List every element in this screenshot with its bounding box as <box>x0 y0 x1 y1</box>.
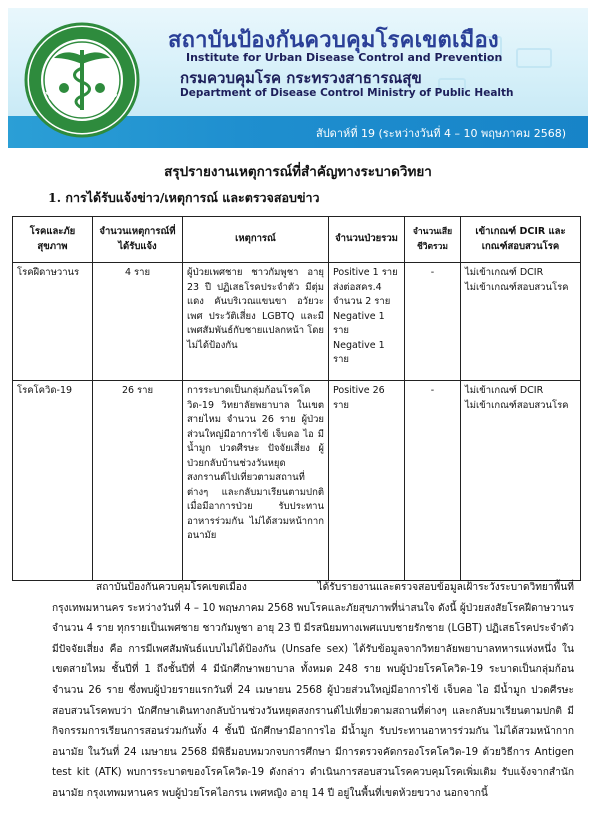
header-event: เหตุการณ์ <box>183 217 329 263</box>
cell-event: การระบาดเป็นกลุ่มก้อนโรคโควิด-19 วิทยาลัยพยาบาล ในเขตสายไหม จำนวน 26 ราย ผู้ป่วยส่วนใหญ่มีอาการไข้ เจ็บคอ ไอ มีน้ำมูก ปวดศีรษะ ปัจจัยเสี่ยง ผู้ป่วยกลับบ้านช่วงวันหยุดสงกรานต์ไปเที่ยวตามสถานที่ต่างๆ และกลับมาเรียนตามปกติ เมื่อมีอาการป่วย รับประทานอาหารร่วมกัน ไม่ได้สวมหน้ากากอนามัย <box>183 381 329 581</box>
section-title: 1. การได้รับแจ้งข่าว/เหตุการณ์ และตรวจสอบข่าว <box>48 190 320 205</box>
dcir-line: ไม่เข้าเกณฑ์สอบสวนโรค <box>465 281 569 293</box>
cell-dcir <box>461 263 581 381</box>
patients-line: ส่งต่อสคร.4 <box>333 281 382 293</box>
event-table <box>12 216 581 581</box>
institute-title-th: สถาบันป้องกันควบคุมโรคเขตเมือง <box>168 27 499 53</box>
document-title: สรุปรายงานเหตุการณ์ที่สำคัญทางระบาดวิทยา <box>164 164 432 180</box>
dcir-line: ไม่เข้าเกณฑ์สอบสวนโรค <box>465 399 569 411</box>
header-patients: จำนวนป่วยรวม <box>329 217 405 263</box>
ministry-seal-logo <box>24 22 140 138</box>
cell-reports: 4 ราย <box>93 263 183 381</box>
patients-line: Positive 26 ราย <box>333 385 385 411</box>
patients-line: Negative 1 ราย <box>333 310 385 336</box>
cell-dcir <box>461 381 581 581</box>
summary-paragraph: สถาบันป้องกันควบคุมโรคเขตเมือง ได้รับรายงานและตรวจสอบข้อมูลเฝ้าระวังระบาดวิทยาพื้นที่กรุงเทพมหานคร ระหว่างวันที่ 4 – 10 พฤษภาคม 2568 พบโรคและภัยสุขภาพที่น่าสนใจ ดังนี้ ผู้ป่วยสงสัยโรคฝีดาษวานร จำนวน 4 ราย ทุกรายเป็นเพศชาย ชาวกัมพูชา อายุ 23 ปี มีรสนิยมทางเพศแบบชายรักชาย (LGBT) ปฏิเสธโรคประจำตัว มีปัจจัยเสี่ยง คือ การมีเพศสัมพันธ์แบบไม่ได้ป้องกัน (Unsafe sex) ได้รับข้อมูลจากวิทยาลัยพยาบาลทหารแห่งหนึ่ง ในเขตสายไหม ชั้นปีที่ 1 ถึงชั้นปีที่ 4 มีนักศึกษาพยาบาล ทั้งหมด 248 ราย พบผู้ป่วยโรคโควิด-19 ระบาดเป็นกลุ่มก้อน จำนวน 26 ราย ซึ่งพบผู้ป่วยรายแรกวันที่ 24 เมษายน 2568 ผู้ป่วยส่วนใหญ่มีอาการไข้ เจ็บคอ ไอ มีน้ำมูก ปวดศีรษะ สอบสวนโรคพบว่า นักศึกษาเดินทางกลับบ้านช่วงวันหยุดสงกรานต์ไปเที่ยวตามสถานที่ต่างๆ และกลับมาเรียนตามปกติ มีกิจกรรมการเรียนการสอนร่วมกันทั้ง 4 ชั้นปี นักศึกษามีอาการไอ มีน้ำมูก รับประทานอาหารร่วมกัน ไม่ได้สวมหน้ากากอนามัย ในวันที่ 24 เมษายน 2568 มีพิธีมอบหมวกจบการศึกษา มีการตรวจคัดกรองโรคโควิด-19 ด้วยวิธีการ Antigen test kit (ATK) พบการระบาดของโรคโควิด-19 ดังกล่าว ดำเนินการสอบสวนโรคควบคุมโรคเพิ่มเติม รับแจ้งจากสำนักอนามัย กรุงเทพมหานคร พบผู้ป่วยโรคไอกรน เพศหญิง อายุ 14 ปี อยู่ในพื้นที่เขตห้วยขวาง นอกจากนี้ <box>52 582 574 799</box>
patients-line: จำนวน 2 ราย <box>333 296 391 307</box>
cell-event: ผู้ป่วยเพศชาย ชาวกัมพูชา อายุ 23 ปี ปฏิเสธโรคประจำตัว มีตุ่มแดง คันบริเวณแขนขา อวัยวะเพศ ประวัติเสี่ยง LGBTQ และมีเพศสัมพันธ์กับชายแปลกหน้า โดยไม่ได้ป้องกัน <box>183 263 329 381</box>
table-row <box>13 263 581 381</box>
header-disease: โรคและภัยสุขภาพ <box>13 217 93 263</box>
dcir-line: ไม่เข้าเกณฑ์ DCIR <box>465 267 544 278</box>
patients-line: Positive 1 ราย <box>333 267 398 278</box>
week-label: สัปดาห์ที่ 19 (ระหว่างวันที่ 4 – 10 พฤษภาคม 2568) <box>315 127 566 140</box>
header-reports: จำนวนเหตุการณ์ที่ได้รับแจ้ง <box>93 217 183 263</box>
department-title-en: Department of Disease Control Ministry of Public Health <box>180 87 514 99</box>
cell-reports: 26 ราย <box>93 381 183 581</box>
header-deaths: จำนวนเสียชีวิตรวม <box>405 217 461 263</box>
cell-disease: โรคโควิด-19 <box>13 381 93 581</box>
table-header-row <box>13 217 581 263</box>
cell-disease: โรคฝีดาษวานร <box>13 263 93 381</box>
institute-title-en: Institute for Urban Disease Control and Prevention <box>186 51 503 64</box>
decorative-box-icon <box>516 48 552 68</box>
header-dcir: เข้าเกณฑ์ DCIR และเกณฑ์สอบสวนโรค <box>461 217 581 263</box>
cell-deaths: - <box>405 263 461 381</box>
cell-deaths: - <box>405 381 461 581</box>
header-banner <box>8 8 588 148</box>
table-row <box>13 381 581 581</box>
cell-patients <box>329 263 405 381</box>
cell-patients <box>329 381 405 581</box>
patients-line: Negative 1 ราย <box>333 339 385 365</box>
department-title-th: กรมควบคุมโรค กระทรวงสาธารณสุข <box>180 69 422 87</box>
dcir-line: ไม่เข้าเกณฑ์ DCIR <box>465 385 544 396</box>
